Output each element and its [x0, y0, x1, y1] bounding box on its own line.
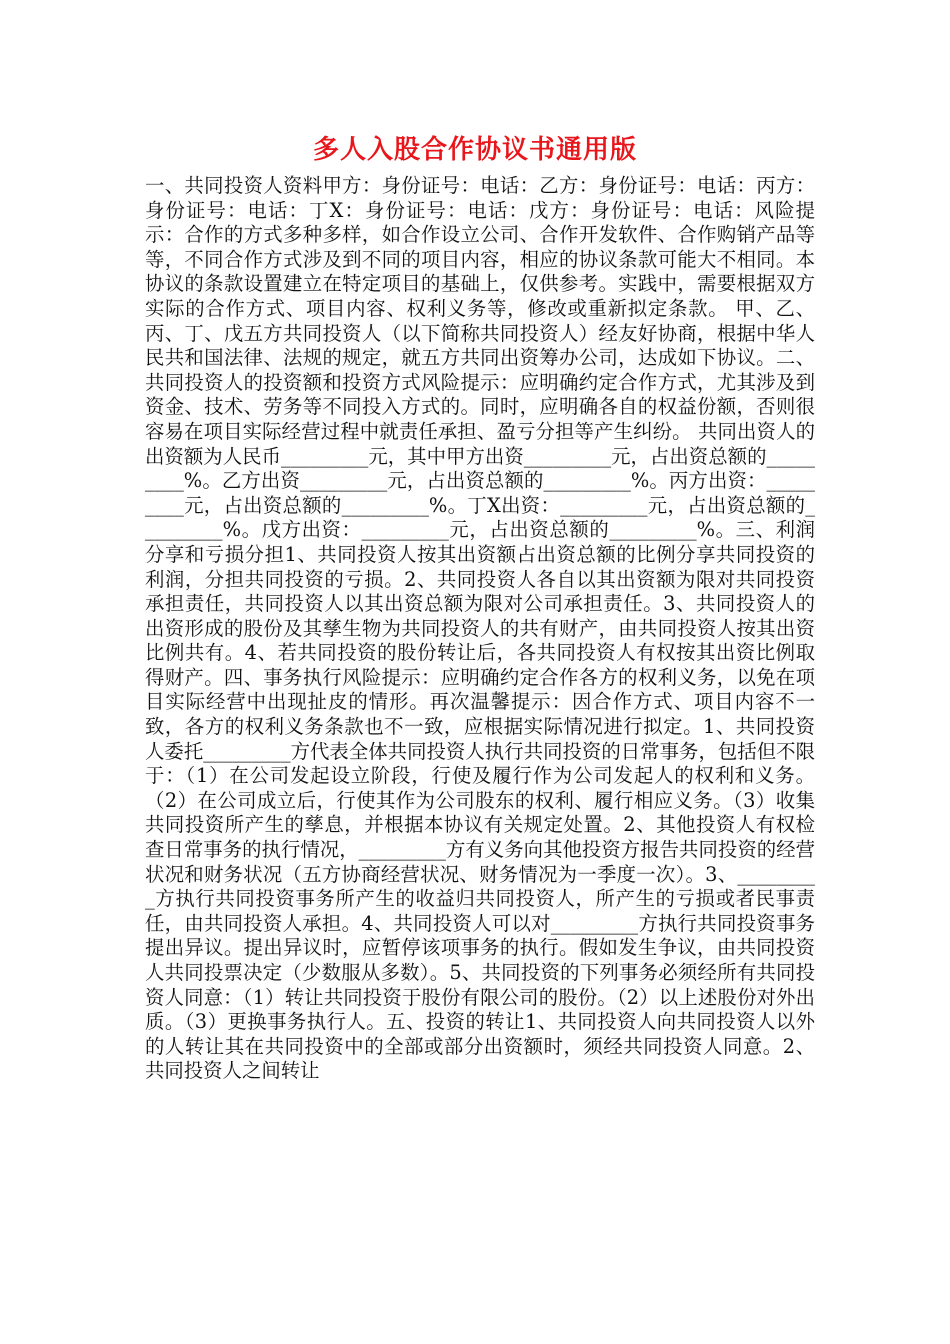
- document-title: 多人入股合作协议书通用版: [312, 135, 637, 165]
- document-body-text: 一、共同投资人资料甲方：身份证号：电话：乙方：身份证号：电话：丙方：身份证号：电话：丁X：身份证号：电话：戊方：身份证号：电话：风险提示：合作的方式多种多样，如合作设立公司、合作开发软件、合作购销产品等等，不同合作方式涉及到不同的项目内容，相应的协议条款可能大不相同。本协议的条款设置建立在特定项目的基础上，仅供参考。实践中，需要根据双方实际的合作方式、项目内容、权利义务等，修改或重新拟定条款。 甲、乙、丙、丁、戊五方共同投资人（以下简称共同投资人）经友好协商，根据中华人民共和国法律、法规的规定，就五方共同出资筹办公司，达成如下协议。二、共同投资人的投资额和投资方式风险提示：应明确约定合作方式，尤其涉及到资金、技术、劳务等不同投入方式的。同时，应明确各自的权益份额，否则很容易在项目实际经营过程中就责任承担、盈亏分担等产生纠纷。 共同出资人的出资额为人民币_________元，其中甲方出资_________元，占出资总额的_________%。乙方出资_________元，占出资总额的_________%。丙方出资：_________元，占出资总额的_________%。丁X出资：_________元，占出资总额的_________%。戊方出资：_________元，占出资总额的_________%。三、利润分享和亏损分担1、共同投资人按其出资额占出资总额的比例分享共同投资的利润，分担共同投资的亏损。2、共同投资人各自以其出资额为限对共同投资承担责任，共同投资人以其出资总额为限对公司承担责任。3、共同投资人的出资形成的股份及其孳生物为共同投资人的共有财产，由共同投资人按其出资比例共有。4、若共同投资的股份转让后，各共同投资人有权按其出资比例取得财产。四、事务执行风险提示：应明确约定合作各方的权利义务，以免在项目实际经营中出现扯皮的情形。再次温馨提示：因合作方式、项目内容不一致，各方的权利义务条款也不一致，应根据实际情况进行拟定。1、共同投资人委托_________方代表全体共同投资人执行共同投资的日常事务，包括但不限于：（1）在公司发起设立阶段，行使及履行作为公司发起人的权利和义务。（2）在公司成立后，行使其作为公司股东的权利、履行相应义务。（3）收集共同投资所产生的孳息，并根据本协议有关规定处置。2、其他投资人有权检查日常事务的执行情况，_________方有义务向其他投资方报告共同投资的经营状况和财务状况（五方协商经营状况、财务情况为一季度一次）。3、_________方执行共同投资事务所产生的收益归共同投资人，所产生的亏损或者民事责任，由共同投资人承担。4、共同投资人可以对_________方执行共同投资事务提出异议。提出异议时，应暂停该项事务的执行。假如发生争议，由共同投资人共同投票决定（少数服从多数）。5、共同投资的下列事务必须经所有共同投资人同意：（1）转让共同投资于股份有限公司的股份。（2）以上述股份对外出质。（3）更换事务执行人。五、投资的转让1、共同投资人向共同投资人以外的人转让其在共同投资中的全部或部分出资额时，须经共同投资人同意。2、共同投资人之间转让: [145, 174, 815, 1083]
